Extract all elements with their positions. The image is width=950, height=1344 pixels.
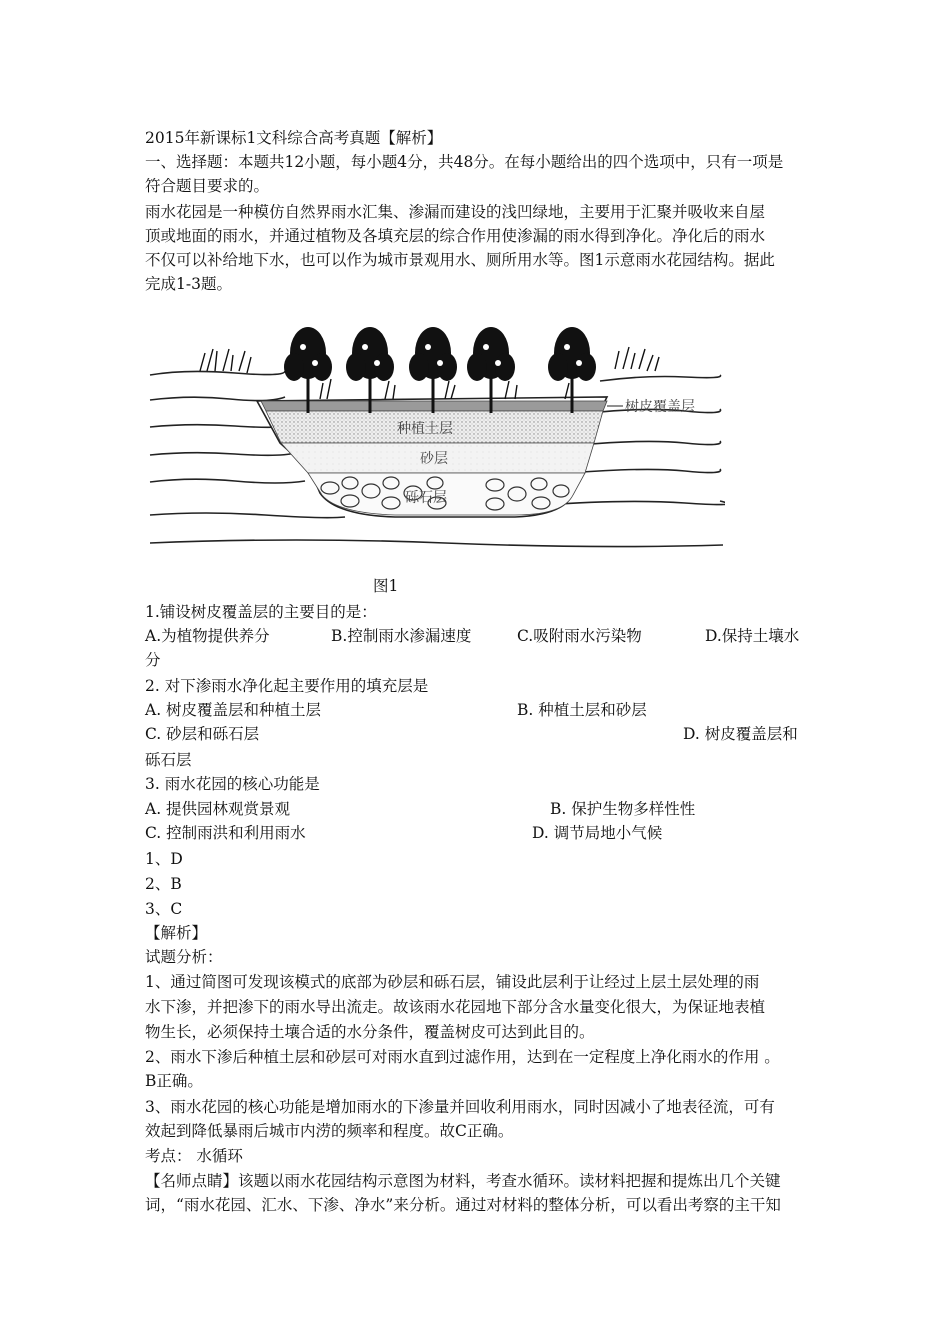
answer-3: 3、C [145,900,183,918]
q3-option-a: A. 提供园林观赏景观 [145,800,291,818]
instruction-line: 符合题目要求的。 [145,177,270,195]
q1-option-b: B.控制雨水渗漏速度 [331,627,472,645]
question-1-stem: 1.铺设树皮覆盖层的主要目的是： [145,603,377,621]
document-title: 2015年新课标1文科综合高考真题【解析】 [145,129,443,147]
passage-line: 雨水花园是一种模仿自然界雨水汇集、渗漏而建设的浅凹绿地，主要用于汇聚并吸收来自屋 [145,203,766,221]
q3-option-d: D. 调节局地小气候 [532,824,663,842]
soil-layer-label: 种植土层 [397,421,453,437]
analysis-topic: 考点： 水循环 [145,1147,243,1165]
q3-option-b: B. 保护生物多样性性 [550,800,696,818]
analysis-line: B正确。 [145,1072,203,1090]
analysis-line: 水下渗，并把渗下的雨水导出流走。故该雨水花园地下部分含水量变化很大，为保证地表植 [145,998,766,1016]
answer-1: 1、D [145,850,183,868]
sand-layer-label: 砂层 [420,451,448,467]
passage-line: 完成1-3题。 [145,275,232,293]
bottom-ground-line [150,540,723,547]
q2-option-d: D. 树皮覆盖层和 [683,725,798,743]
q1-option-d: D.保持土壤水 [705,627,800,645]
analysis-line: 3、雨水花园的核心功能是增加雨水的下渗量并回收利用雨水，同时因减小了地表径流，可有 [145,1098,775,1116]
q2-option-a: A. 树皮覆盖层和种植土层 [145,701,322,719]
q1-option-d-continued: 分 [145,651,161,669]
bark-layer-label: 树皮覆盖层 [625,399,695,415]
q2-option-b: B. 种植土层和砂层 [517,701,647,719]
q1-option-c: C.吸附雨水污染物 [517,627,642,645]
analysis-line: 2、雨水下渗后种植土层和砂层可对雨水直到过滤作用，达到在一定程度上净化雨水的作用 。 [145,1048,780,1066]
analysis-intro: 试题分析： [145,948,223,966]
analysis-line: 效起到降低暴雨后城市内涝的频率和程度。故C正确。 [145,1122,514,1140]
q2-option-d-continued: 砾石层 [145,751,192,769]
q3-option-c: C. 控制雨洪和利用雨水 [145,824,306,842]
analysis-header: 【解析】 [145,924,208,942]
figure-caption: 图1 [373,577,399,595]
question-2-stem: 2. 对下渗雨水净化起主要作用的填充层是 [145,677,429,695]
gravel-layer-label: 砾石层 [405,490,447,506]
teacher-note-line: 词，“雨水花园、汇水、下渗、净水”来分析。通过对材料的整体分析，可以看出考察的主干知 [145,1196,781,1214]
instruction-line: 一、选择题：本题共12小题，每小题4分，共48分。在每小题给出的四个选项中，只有一项是 [145,153,784,171]
q2-option-c: C. 砂层和砾石层 [145,725,260,743]
rain-garden-diagram [145,305,725,555]
teacher-note-line: 【名师点睛】该题以雨水花园结构示意图为材料，考查水循环。读材料把握和提炼出几个关键 [145,1172,781,1190]
analysis-line: 物生长，必须保持土壤合适的水分条件，覆盖树皮可达到此目的。 [145,1023,595,1041]
q1-option-a: A.为植物提供养分 [145,627,270,645]
question-3-stem: 3. 雨水花园的核心功能是 [145,775,320,793]
answer-2: 2、B [145,875,182,893]
passage-line: 不仅可以补给地下水，也可以作为城市景观用水、厕所用水等。图1示意雨水花园结构。据此 [145,251,775,269]
passage-line: 顶或地面的雨水，并通过植物及各填充层的综合作用使渗漏的雨水得到净化。净化后的雨水 [145,227,766,245]
analysis-line: 1、通过简图可发现该模式的底部为砂层和砾石层，铺设此层利于让经过上层土层处理的雨 [145,973,760,991]
